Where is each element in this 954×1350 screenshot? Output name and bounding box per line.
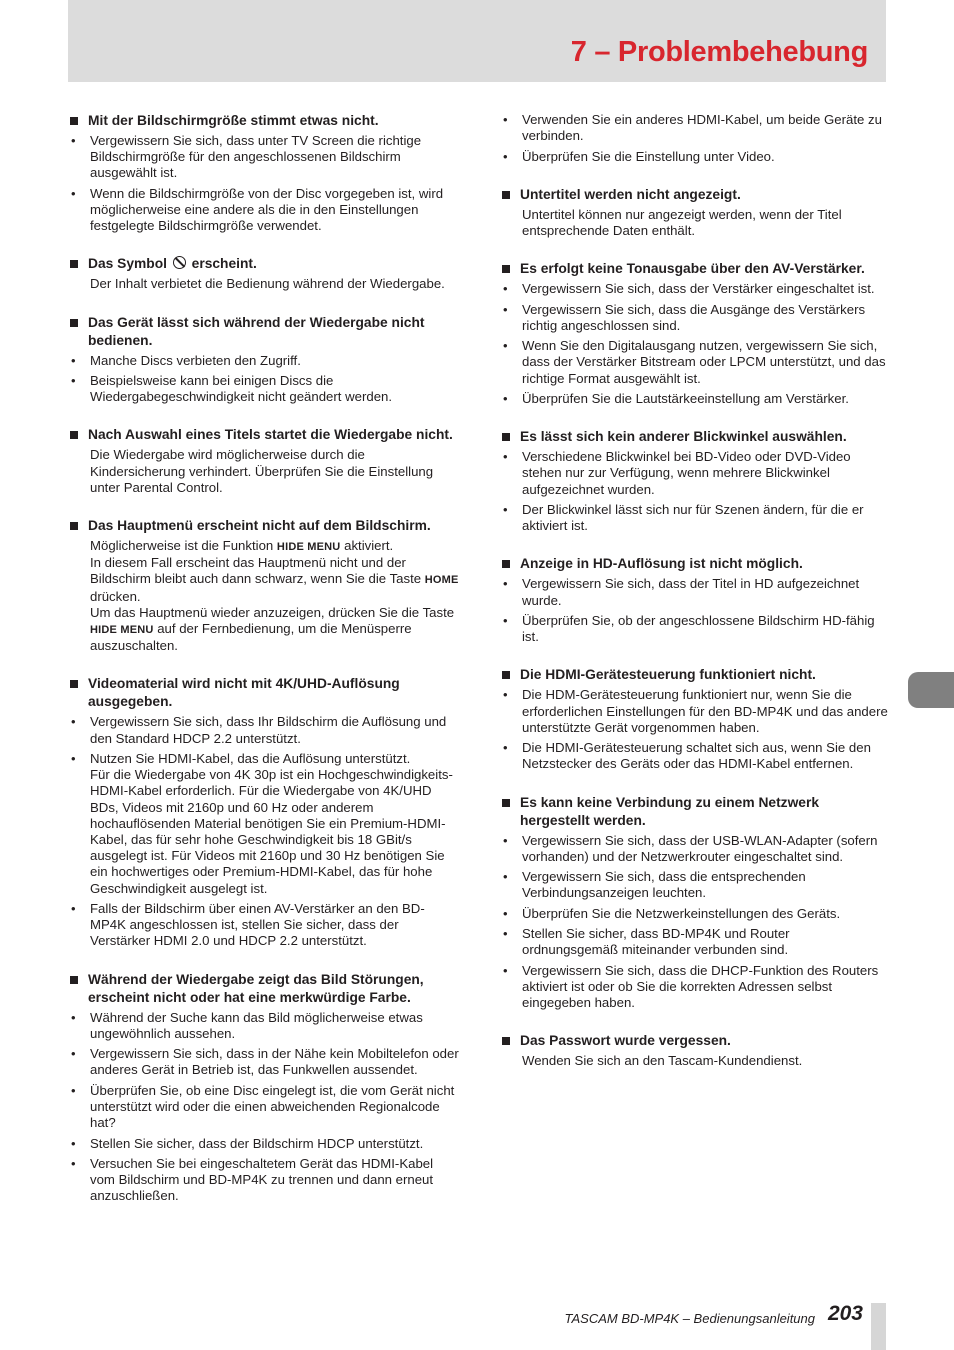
list-item: • Vergewissern Sie sich, dass der Titel in HD aufgezeichnet wurde. bbox=[500, 576, 888, 608]
section-heading: Nach Auswahl eines Titels startet die Wiedergabe nicht. bbox=[68, 426, 460, 444]
section-continued bbox=[500, 112, 888, 165]
section-heading: Mit der Bildschirmgröße stimmt etwas nicht. bbox=[68, 112, 460, 130]
section-heading: Während der Wiedergabe zeigt das Bild Störungen, erscheint nicht oder hat eine merkwürdige Farbe. bbox=[68, 971, 460, 1007]
section-picture-problems bbox=[68, 971, 460, 1205]
section-text: Möglicherweise ist die Funktion HIDE MENU aktiviert. In diesem Fall erscheint das Hauptmenü nicht und der Bildschirm bleibt auch dann schwarz, wenn Sie die Taste HOME drücken. Um das Hauptmenü wieder anzuzeigen, drücken Sie die Taste HIDE MENU auf der Fernbedienung, um die Menüsperre auszuschalten. bbox=[90, 538, 459, 654]
chapter-side-tab bbox=[908, 672, 954, 708]
section-no-operation bbox=[68, 314, 460, 406]
section-angle bbox=[500, 428, 888, 534]
list-item: • Manche Discs verbieten den Zugriff. bbox=[68, 353, 460, 369]
list-item: • Stellen Sie sicher, dass der Bildschirm HDCP unterstützt. bbox=[68, 1136, 460, 1152]
bullet-list bbox=[500, 281, 888, 407]
square-bullet-icon bbox=[70, 431, 78, 439]
section-password bbox=[500, 1032, 888, 1069]
list-item: • Überprüfen Sie die Lautstärkeeinstellung am Verstärker. bbox=[500, 391, 888, 407]
square-bullet-icon bbox=[502, 560, 510, 568]
list-item: • Vergewissern Sie sich, dass die Ausgänge des Verstärkers richtig angeschlossen sind. bbox=[500, 302, 888, 334]
footer-manual-title: TASCAM BD-MP4K – Bedienungsanleitung bbox=[564, 1311, 815, 1326]
square-bullet-icon bbox=[502, 191, 510, 199]
bullet-list bbox=[68, 133, 460, 234]
section-screen-size bbox=[68, 112, 460, 234]
list-item: • Verwenden Sie ein anderes HDMI-Kabel, um beide Geräte zu verbinden. bbox=[500, 112, 888, 144]
section-text: Die Wiedergabe wird möglicherweise durch die Kindersicherung verhindert. Überprüfen Sie die Einstellung unter Parental Control. bbox=[90, 447, 434, 495]
page-number: 203 bbox=[827, 1302, 863, 1325]
bullet-list bbox=[68, 1010, 460, 1205]
bullet-list bbox=[68, 353, 460, 406]
square-bullet-icon bbox=[70, 680, 78, 688]
list-item: • Die HDM-Gerätesteuerung funktioniert nur, wenn Sie die erforderlichen Einstellungen für den BD-MP4K und das andere unterstützte Gerät vorgenommen haben. bbox=[500, 687, 888, 736]
list-item: • Wenn Sie den Digitalausgang nutzen, vergewissern Sie sich, dass der Verstärker Bitstream oder LPCM unterstützt, und das richtige Format ausgewählt ist. bbox=[500, 338, 888, 387]
list-item: • Stellen Sie sicher, dass BD-MP4K und Router ordnungsgemäß miteinander verbunden sind. bbox=[500, 926, 888, 958]
list-item: • Der Blickwinkel lässt sich nur für Szenen ändern, für die er aktiviert ist. bbox=[500, 502, 888, 534]
chapter-title: 7 – Problembehebung bbox=[570, 36, 868, 68]
list-item: • Vergewissern Sie sich, dass Ihr Bildschirm die Auflösung und den Standard HDCP 2.2 unterstützt. bbox=[68, 714, 460, 746]
section-heading: Das Hauptmenü erscheint nicht auf dem Bildschirm. bbox=[68, 517, 460, 535]
bullet-list bbox=[68, 714, 460, 949]
section-text: Untertitel können nur angezeigt werden, wenn der Titel entsprechende Daten enthält. bbox=[522, 206, 842, 238]
section-heading: Es lässt sich kein anderer Blickwinkel auswählen. bbox=[500, 428, 888, 446]
list-item: • Falls der Bildschirm über einen AV-Verstärker an den BD-MP4K angeschlossen ist, stellen Sie sicher, dass der Verstärker HDMI 2.0 und HDCP 2.2 unterstützt. bbox=[68, 901, 460, 950]
section-heading: Das Gerät lässt sich während der Wiedergabe nicht bedienen. bbox=[68, 314, 460, 350]
square-bullet-icon bbox=[70, 522, 78, 530]
section-symbol bbox=[68, 255, 460, 292]
list-item: • Vergewissern Sie sich, dass der Verstärker eingeschaltet ist. bbox=[500, 281, 888, 297]
list-item: • Vergewissern Sie sich, dass die DHCP-Funktion des Routers aktiviert ist oder ob Sie die korrekten Adressen selbst eingegeben haben. bbox=[500, 963, 888, 1012]
section-heading: Das Passwort wurde vergessen. bbox=[500, 1032, 888, 1050]
section-heading: Die HDMI-Gerätesteuerung funktioniert nicht. bbox=[500, 666, 888, 684]
list-item: • Überprüfen Sie die Einstellung unter Video. bbox=[500, 149, 888, 165]
section-4k-output bbox=[68, 675, 460, 949]
key-hide-menu: HIDE MENU bbox=[276, 541, 341, 554]
section-hd-resolution bbox=[500, 555, 888, 645]
section-main-menu bbox=[68, 517, 460, 654]
bullet-list bbox=[500, 687, 888, 772]
section-network bbox=[500, 794, 888, 1012]
bullet-list bbox=[500, 449, 888, 534]
list-item: • Versuchen Sie bei eingeschaltetem Gerät das HDMI-Kabel vom Bildschirm und BD-MP4K zu trennen und dann erneut anzuschließen. bbox=[68, 1156, 460, 1205]
prohibited-icon bbox=[173, 256, 186, 269]
section-text: Der Inhalt verbietet die Bedienung während der Wiedergabe. bbox=[90, 276, 445, 292]
left-column bbox=[68, 112, 460, 1226]
list-item: • Vergewissern Sie sich, dass die entsprechenden Verbindungsanzeigen leuchten. bbox=[500, 869, 888, 901]
square-bullet-icon bbox=[70, 260, 78, 268]
list-item: • Vergewissern Sie sich, dass unter TV Screen die richtige Bildschirmgröße für den angeschlossenen Bildschirm ausgewählt ist. bbox=[68, 133, 460, 182]
square-bullet-icon bbox=[70, 976, 78, 984]
list-item: • Wenn die Bildschirmgröße von der Disc vorgegeben ist, wird möglicherweise eine andere als die in den Einstellungen festgelegte Bildschirmgröße verwendet. bbox=[68, 186, 460, 235]
list-item: • Nutzen Sie HDMI-Kabel, das die Auflösung unterstützt. Für die Wiedergabe von 4K 30p ist ein Hochgeschwindigkeits-HDMI-Kabel erforderlich. Für die Wiedergabe von 4K/UHD BDs, Videos mit 2160p und 60 Hz oder anderem hochauflösenden Material benötigen Sie ein Premium-HDMI-Kabel, das für sehr hohe Geschwindigkeit bis 18 GBit/s ausgelegt ist. Für Videos mit 2160p und 30 Hz benötigen Sie ein hochwertiges oder Premium-HDMI-Kabel, das für hohe Geschwindigkeit ausgelegt ist. bbox=[68, 751, 460, 897]
list-item: • Überprüfen Sie die Netzwerkeinstellungen des Geräts. bbox=[500, 906, 888, 922]
key-home: HOME bbox=[424, 574, 459, 587]
chapter-header bbox=[68, 0, 886, 82]
section-heading: Das Symbol erscheint. bbox=[68, 255, 460, 273]
section-subtitles bbox=[500, 186, 888, 239]
square-bullet-icon bbox=[70, 117, 78, 125]
section-heading: Anzeige in HD-Auflösung ist nicht möglich. bbox=[500, 555, 888, 573]
square-bullet-icon bbox=[502, 671, 510, 679]
section-playback-not-starting bbox=[68, 426, 460, 496]
section-heading: Es erfolgt keine Tonausgabe über den AV-Verstärker. bbox=[500, 260, 888, 278]
list-item: • Beispielsweise kann bei einigen Discs die Wiedergabegeschwindigkeit nicht geändert werden. bbox=[68, 373, 460, 405]
right-column bbox=[500, 112, 888, 1091]
square-bullet-icon bbox=[502, 265, 510, 273]
square-bullet-icon bbox=[502, 799, 510, 807]
section-heading: Videomaterial wird nicht mit 4K/UHD-Auflösung ausgegeben. bbox=[68, 675, 460, 711]
key-hide-menu: HIDE MENU bbox=[90, 624, 154, 637]
bullet-list bbox=[500, 112, 888, 165]
section-no-audio bbox=[500, 260, 888, 407]
list-item: • Überprüfen Sie, ob der angeschlossene Bildschirm HD-fähig ist. bbox=[500, 613, 888, 645]
section-text: Wenden Sie sich an den Tascam-Kundendienst. bbox=[522, 1053, 803, 1069]
list-item: • Verschiedene Blickwinkel bei BD-Video oder DVD-Video stehen nur zur Verfügung, wenn mehrere Blickwinkel aufgezeichnet wurden. bbox=[500, 449, 888, 498]
section-hdmi-control bbox=[500, 666, 888, 772]
square-bullet-icon bbox=[502, 1037, 510, 1045]
list-item: • Vergewissern Sie sich, dass in der Nähe kein Mobiltelefon oder anderes Gerät in Betrieb ist, das Funkwellen aussendet. bbox=[68, 1046, 460, 1078]
list-item: • Überprüfen Sie, ob eine Disc eingelegt ist, die vom Gerät nicht unterstützt wird oder die einen abweichenden Regionalcode hat? bbox=[68, 1083, 460, 1132]
footer-bar bbox=[871, 1303, 886, 1350]
section-heading: Es kann keine Verbindung zu einem Netzwerk hergestellt werden. bbox=[500, 794, 888, 830]
bullet-list bbox=[500, 576, 888, 645]
list-item: • Vergewissern Sie sich, dass der USB-WLAN-Adapter (sofern vorhanden) und der Netzwerkrouter eingeschaltet sind. bbox=[500, 833, 888, 865]
list-item: • Die HDMI-Gerätesteuerung schaltet sich aus, wenn Sie den Netzstecker des Geräts oder das HDMI-Kabel entfernen. bbox=[500, 740, 888, 772]
list-item: • Während der Suche kann das Bild möglicherweise etwas ungewöhnlich aussehen. bbox=[68, 1010, 460, 1042]
bullet-list bbox=[500, 833, 888, 1012]
square-bullet-icon bbox=[70, 319, 78, 327]
square-bullet-icon bbox=[502, 433, 510, 441]
section-heading: Untertitel werden nicht angezeigt. bbox=[500, 186, 888, 204]
